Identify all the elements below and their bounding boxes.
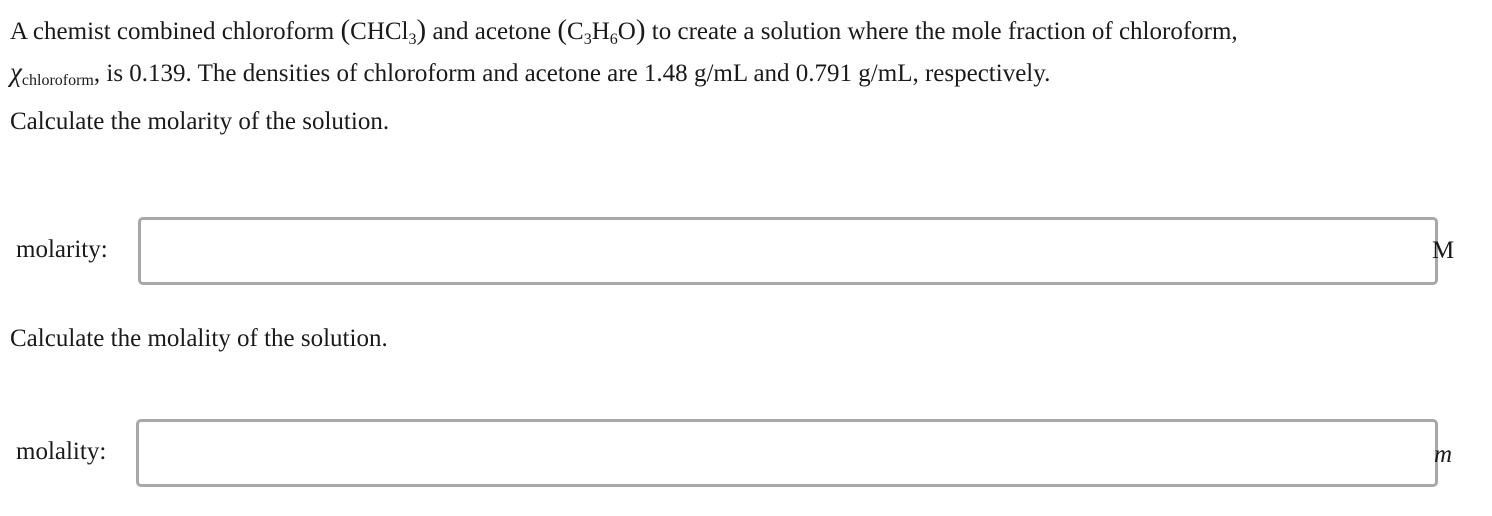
problem-statement [10, 12, 1480, 94]
problem-text-part: A chemist combined chloroform [10, 18, 341, 45]
problem-text-part: and 0.791 [747, 60, 859, 87]
problem-text-part: to create a solution where the mole fraction of chloroform, [645, 18, 1238, 45]
density-unit: g/mL [858, 60, 913, 87]
molality-unit: m [1434, 441, 1453, 468]
molarity-question: Calculate the molarity of the solution. [10, 108, 390, 135]
mole-fraction-symbol: $\chi_{chloroform}$ [10, 57, 94, 89]
problem-text-part: , is 0.139. The densities of chloroform and acetone are 1.48 [93, 60, 694, 87]
molality-question: Calculate the molality of the solution. [10, 325, 388, 352]
problem-text-part: , respectively. [912, 60, 1051, 87]
molality-answer-row [0, 419, 1492, 489]
problem-text-part: and acetone [426, 18, 558, 45]
molarity-label: molarity: [16, 236, 108, 263]
problem-text [10, 12, 1480, 94]
molarity-unit: M [1432, 237, 1455, 264]
density-unit: g/mL [693, 60, 748, 87]
chloroform-formula: (CHCl$_3$) [340, 14, 427, 48]
molarity-answer-row [0, 217, 1492, 287]
molality-label: molality: [16, 438, 107, 465]
acetone-formula: $(C_3H_6O)$ [557, 14, 646, 48]
molality-input[interactable] [136, 419, 1438, 487]
molarity-input[interactable] [138, 217, 1438, 285]
